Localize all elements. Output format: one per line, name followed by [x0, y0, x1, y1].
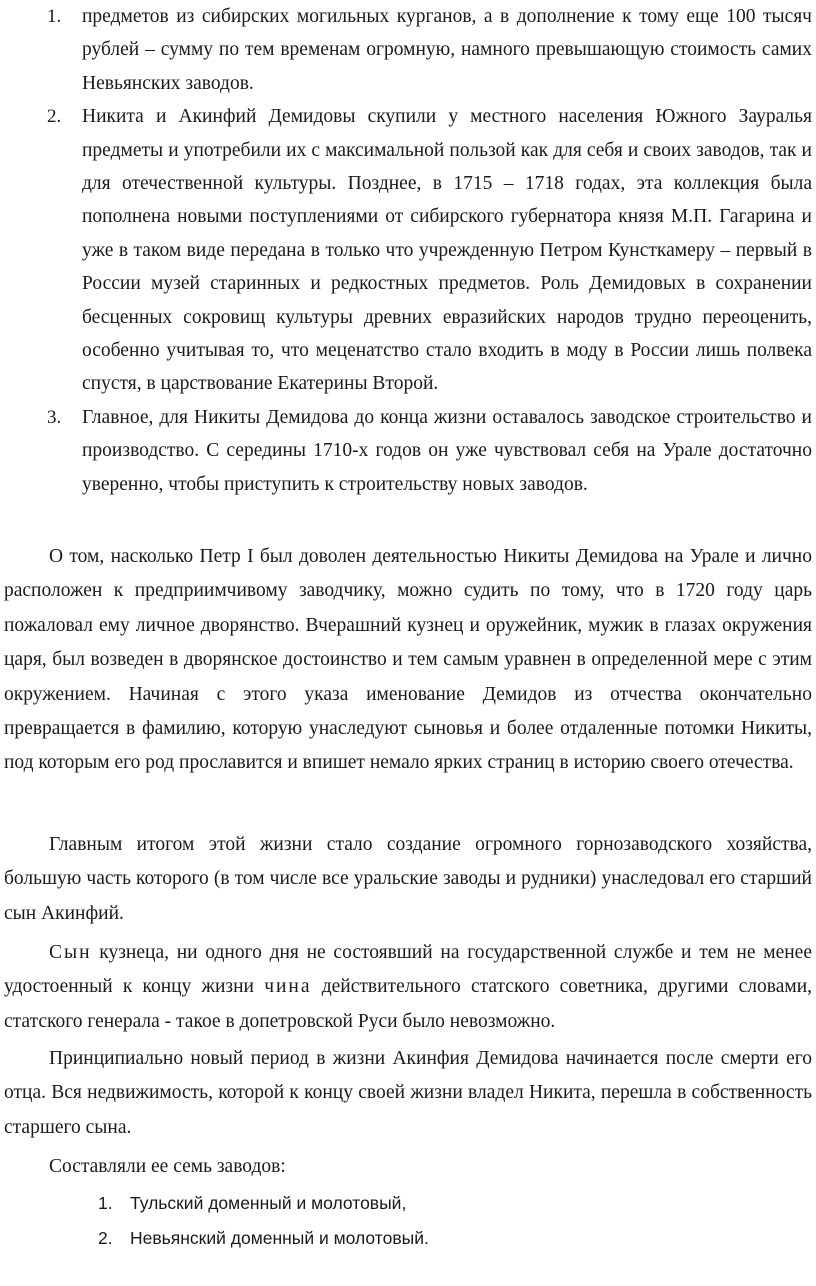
list-item-text: Никита и Акинфий Демидовы скупили у местного населения Южного Зауралья предметы и употребили их с максимальной пользой как для себя и своих заводов, так и для отечественной культуры. Позднее, в 1715 – 1718 годах, эта коллекция была пополнена новыми поступлениями от сибирского губернатора князя М.П. Гагарина и уже в таком виде передана в только что учрежденную Петром Кунсткамеру – первый в России музей старинных и редкостных предметов. Роль Демидовых в сохранении бесценных сокровищ культуры древних евразийских народов трудно переоценить, особенно учитывая то, что меценатство стало входить в моду в России лишь полвека спустя, в царствование Екатерины Второй. — [82, 106, 812, 395]
factory-list-item — [0, 1186, 816, 1221]
paragraph-text: действительного статского советника, другими словами, статского генерала - такое в допетровской Руси было невозможно. — [4, 976, 813, 1032]
list-item — [0, 401, 816, 501]
factory-name: Невьянский доменный и молотовый. — [130, 1228, 429, 1248]
emphasized-word: чина — [264, 976, 312, 998]
paragraph-main-result: Главным итогом этой жизни стало создание огромного горнозаводского хозяйства, большую часть которого (в том числе все уральские заводы и рудники) унаследовал его старший сын Акинфий. — [4, 834, 812, 924]
paragraph-seven-factories: Составляли ее семь заводов: — [49, 1156, 286, 1177]
list-item — [0, 100, 816, 401]
paragraph-new-period: Принципиально новый период в жизни Акинфия Демидова начинается после смерти его отца. Вся недвижимость, которой к концу своей жизни владел Никита, перешла в собственность старшего сына. — [4, 1048, 812, 1138]
list-number: 2. — [47, 106, 62, 128]
numbered-list — [0, 0, 816, 501]
factory-name: Тульский доменный и молотовый, — [130, 1193, 407, 1213]
list-number: 3. — [47, 406, 62, 428]
paragraph-text: кузнеца, ни одного дня не состоявший на государственной службе и тем не менее удостоенный к концу жизни — [4, 942, 812, 998]
paragraph-petr-nobility: О том, насколько Петр I был доволен деятельностью Никиты Демидова на Урале и лично расположен к предприимчивому заводчику, можно судить по тому, что в 1720 году царь пожаловал ему личное дворянство. Вчерашний кузнец и оружейник, мужик в глазах окружения царя, был возведен в дворянское достоинство и тем самым уравнен в определенной мере с этим окружением. Начиная с этого указа именование Демидов из отчества окончательно превращается в фамилию, которую унаследуют сыновья и более отдаленные потомки Никиты, под которым его род прославится и впишет немало ярких страниц в историю своего отечества. — [4, 546, 812, 774]
list-item-text: предметов из сибирских могильных курганов, а в дополнение к тому еще 100 тысяч рублей – сумму по тем временам огромную, намного превышающую стоимость самих Невьянских заводов. — [82, 6, 812, 94]
paragraph-son-of-smith — [4, 936, 812, 1039]
list-number: 2. — [98, 1228, 113, 1248]
factory-list-item — [0, 1221, 816, 1256]
list-item — [0, 0, 816, 100]
factory-list — [0, 1186, 816, 1256]
emphasized-word: Сын — [49, 942, 92, 963]
list-item-text: Главное, для Никиты Демидова до конца жизни оставалось заводское строительство и производство. С середины 1710-х годов он уже чувствовал себя на Урале достаточно уверенно, чтобы приступить к строительству новых заводов. — [82, 406, 812, 495]
list-number: 1. — [98, 1193, 113, 1213]
list-number: 1. — [47, 6, 62, 27]
